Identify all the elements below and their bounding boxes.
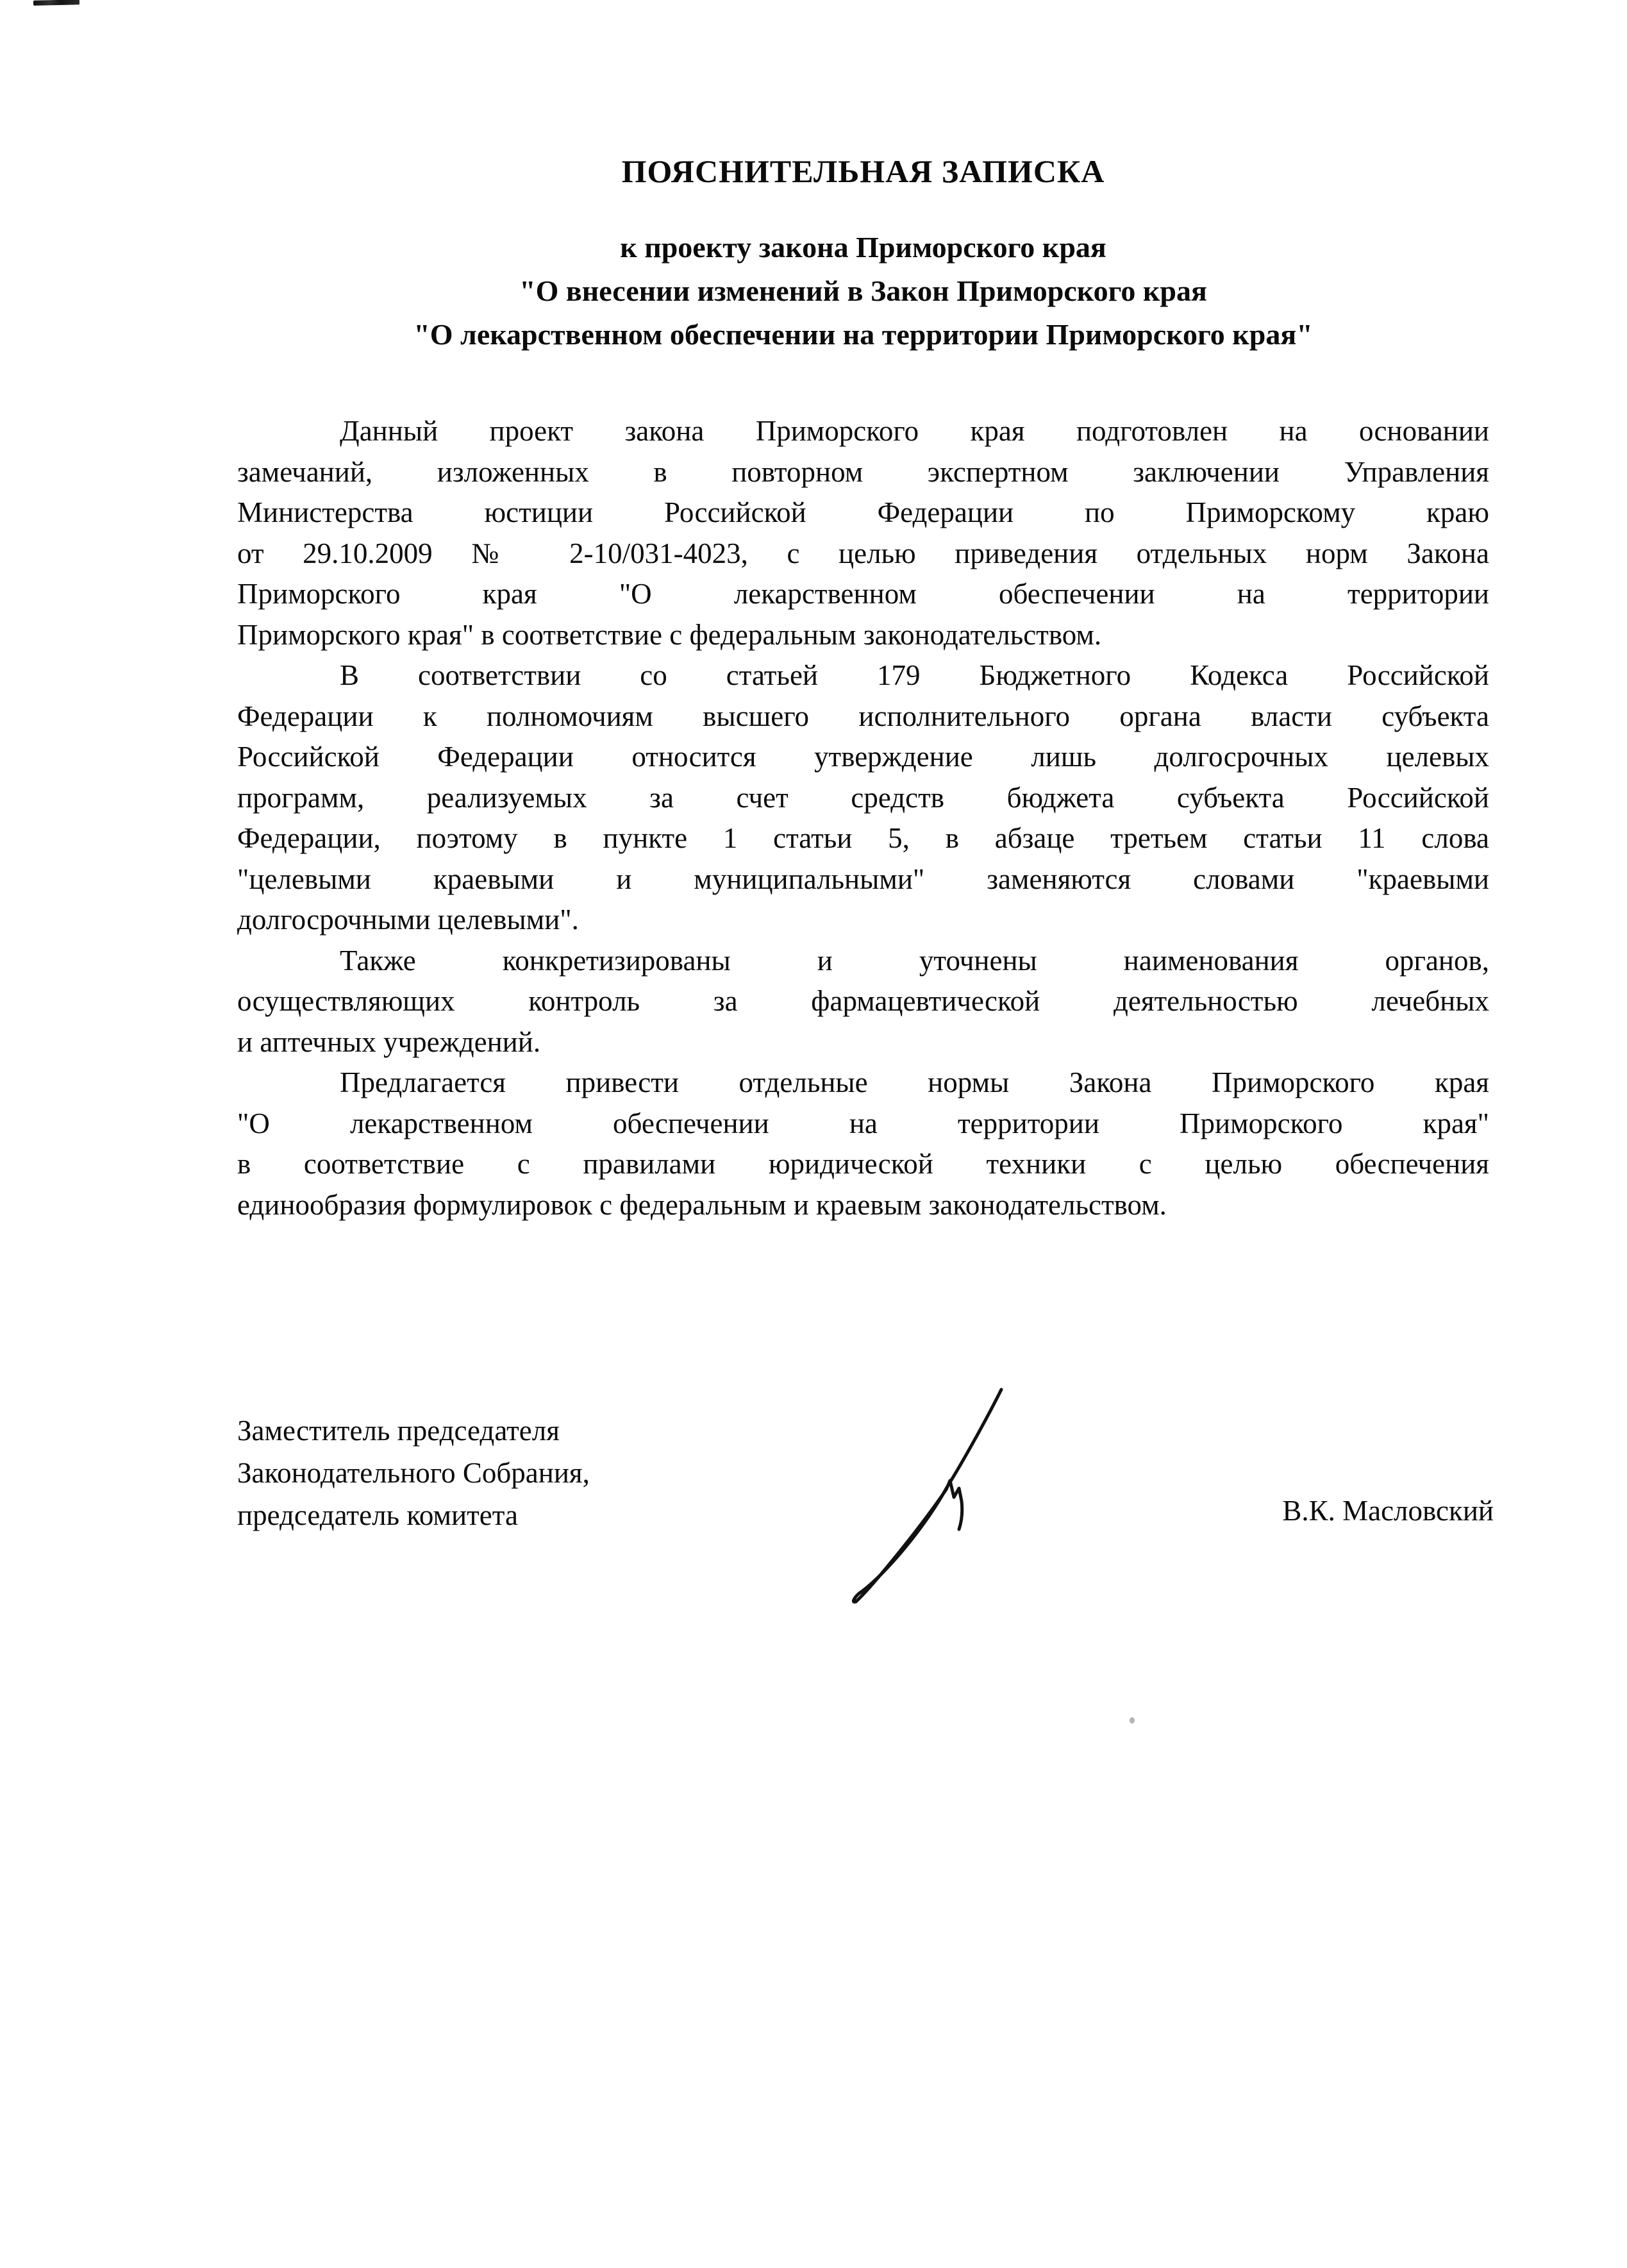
subtitle-line: "О внесении изменений в Закон Приморского края	[519, 274, 1207, 307]
subtitle-line: к проекту закона Приморского края	[620, 231, 1106, 264]
body-text-line: Также конкретизированы и уточнены наименования органов,	[340, 944, 1489, 977]
body-text-line: "целевыми краевыми и муниципальными" заменяются словами "краевыми	[237, 862, 1489, 895]
body-text-line: долгосрочными целевыми".	[237, 903, 579, 936]
body-text-line: замечаний, изложенных в повторном экспертном заключении Управления	[237, 455, 1489, 488]
signatory-position	[237, 1409, 590, 1536]
paragraph-1	[237, 411, 1489, 655]
scan-artifact-speck	[1130, 1717, 1135, 1724]
body-text-line: В соответствии со статьей 179 Бюджетного Кодекса Российской	[340, 659, 1489, 691]
document-subtitle	[212, 226, 1515, 357]
signatory-position-line: Законодательного Собрания,	[237, 1457, 590, 1489]
signatory-position-line: председатель комитета	[237, 1499, 518, 1531]
scan-artifact-smudge	[33, 0, 79, 6]
body-text-line: Российской Федерации относится утверждение лишь долгосрочных целевых	[237, 741, 1489, 773]
body-text-line: Предлагается привести отдельные нормы Закона Приморского края	[340, 1066, 1489, 1098]
body-text-line: и аптечных учреждений.	[237, 1025, 541, 1058]
body-text-line: Приморского края "О лекарственном обеспечении на территории	[237, 578, 1489, 610]
body-text-line: Федерации, поэтому в пункте 1 статьи 5, в абзаце третьем статьи 11 слова	[237, 822, 1489, 854]
paragraph-4	[237, 1063, 1489, 1225]
signatory-position-line: Заместитель председателя	[237, 1415, 560, 1447]
document-title: ПОЯСНИТЕЛЬНАЯ ЗАПИСКА	[621, 153, 1105, 189]
body-text-line: единообразия формулировок с федеральным и краевым законодательством.	[237, 1188, 1167, 1221]
body-text-line: программ, реализуемых за счет средств бюджета субъекта Российской	[237, 781, 1489, 814]
body-text-line: Приморского края" в соответствие с федеральным законодательством.	[237, 618, 1102, 651]
body-text-line: Данный проект закона Приморского края подготовлен на основании	[340, 415, 1489, 447]
document-body	[237, 411, 1489, 1225]
paragraph-3	[237, 941, 1489, 1063]
subtitle-line: "О лекарственном обеспечении на территории Приморского края"	[413, 318, 1313, 351]
paragraph-2	[237, 655, 1489, 941]
body-text-line: от 29.10.2009 № 2-10/031-4023, с целью приведения отдельных норм Закона	[237, 537, 1489, 569]
body-text-line: Федерации к полномочиям высшего исполнительного органа власти субъекта	[237, 700, 1489, 732]
body-text-line: "О лекарственном обеспечении на территории Приморского края"	[237, 1107, 1489, 1139]
body-text-line: Министерства юстиции Российской Федерации по Приморскому краю	[237, 496, 1489, 528]
body-text-line: осуществляющих контроль за фармацевтической деятельностью лечебных	[237, 985, 1489, 1017]
signatory-name: В.К. Масловский	[1282, 1495, 1494, 1527]
handwritten-signature-icon	[840, 1375, 1013, 1606]
body-text-line: в соответствие с правилами юридической техники с целью обеспечения	[237, 1148, 1489, 1180]
